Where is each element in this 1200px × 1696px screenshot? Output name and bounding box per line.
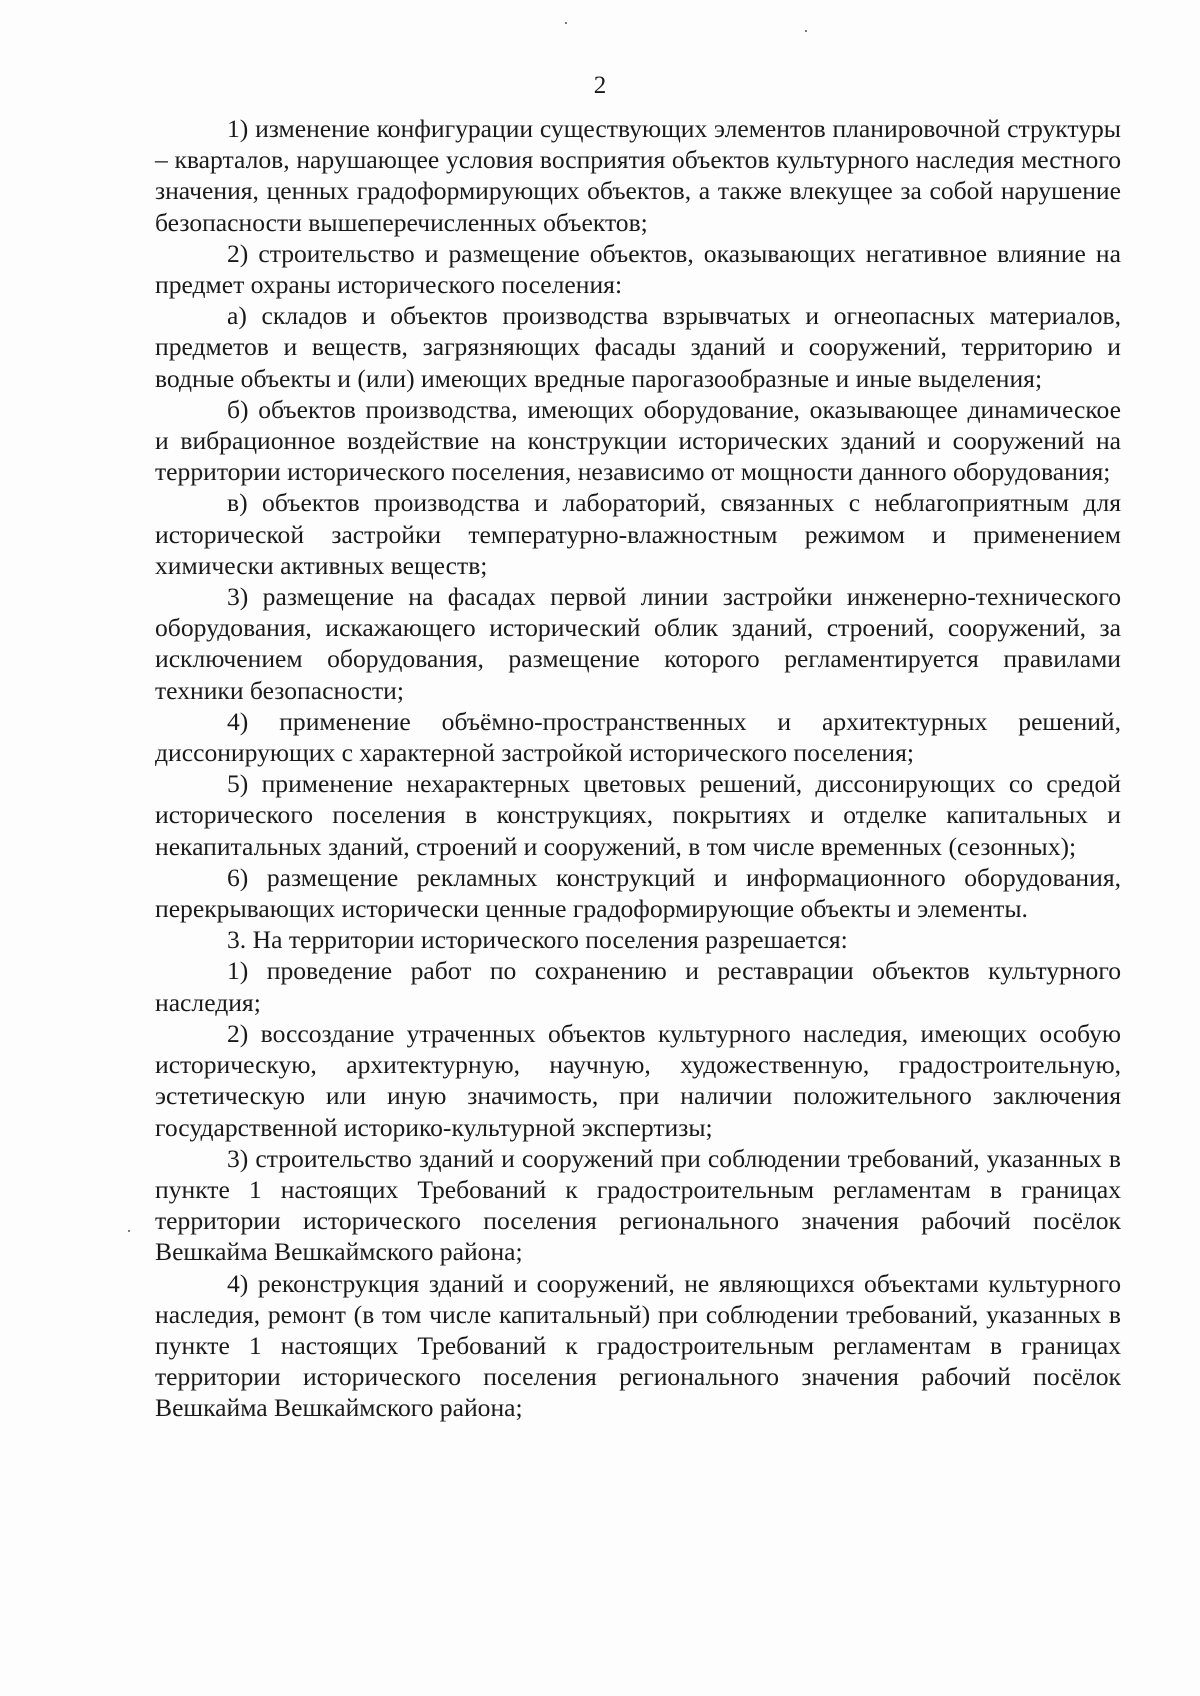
paragraph: 3) размещение на фасадах первой линии застройки инженерно-технического оборудования, искажающего исторический облик зданий, строений, сооружений, за исключением оборудования, размещение которого регламентируется правилами техники безопасности; [155,582,1121,705]
paragraph: в) объектов производства и лабораторий, связанных с неблагоприятным для исторической застройки температурно-влажностным режимом и применением химически активных веществ; [155,488,1121,580]
paragraph: 6) размещение рекламных конструкций и информационного оборудования, перекрывающих исторически ценные градоформирующие объекты и элементы. [155,862,1121,924]
paragraph: 4) применение объёмно-пространственных и архитектурных решений, диссонирующих с характерной застройкой исторического поселения; [155,706,1121,768]
paragraph: 1) проведение работ по сохранению и реставрации объектов культурного наследия; [155,956,1121,1017]
paragraph: 1) изменение конфигурации существующих элементов планировочной структуры – кварталов, нарушающее условия восприятия объектов культурного наследия местного значения, ценных градоформирующих объектов, а также влекущее за собой нарушение безопасности вышеперечисленных объектов; [155,114,1121,237]
page-number: 2 [593,72,607,99]
paragraph: 3) строительство зданий и сооружений при соблюдении требований, указанных в пункте 1 настоящих Требований к градостроительным регламентам в границах территории исторического поселения регионального значения рабочий посёлок Вешкайма Вешкаймского района; [155,1143,1121,1267]
paragraph: 3. На территории исторического поселения разрешается: [227,925,848,955]
scan-speck [805,30,807,32]
scan-speck [565,22,567,24]
paragraph: 4) реконструкция зданий и сооружений, не являющихся объектами культурного наследия, ремонт (в том числе капитальный) при соблюдении требований, указанных в пункте 1 настоящих Требований к градостроительным регламентам в границах территории исторического поселения регионального значения рабочий посёлок Вешкайма Вешкаймского района; [155,1268,1121,1423]
paragraph: 5) применение нехарактерных цветовых решений, диссонирующих со средой исторического поселения в конструкциях, покрытиях и отделке капитальных и некапитальных зданий, строений и сооружений, в том числе временных (сезонных); [155,769,1121,861]
paragraph: 2) строительство и размещение объектов, оказывающих негативное влияние на предмет охраны исторического поселения: [155,238,1121,300]
document-body [155,113,1121,1424]
scan-speck [128,1230,130,1232]
paragraph: 2) воссоздание утраченных объектов культурного наследия, имеющих особую историческую, архитектурную, научную, художественную, градостроительную, эстетическую или иную значимость, при наличии положительного заключения государственной историко-культурной экспертизы; [155,1018,1121,1142]
paragraph: б) объектов производства, имеющих оборудование, оказывающее динамическое и вибрационное воздействие на конструкции исторических зданий и сооружений на территории исторического поселения, независимо от мощности данного оборудования; [155,394,1121,487]
paragraph: а) складов и объектов производства взрывчатых и огнеопасных материалов, предметов и веществ, загрязняющих фасады зданий и сооружений, территорию и водные объекты и (или) имеющих вредные парогазообразные и иные выделения; [155,301,1121,393]
